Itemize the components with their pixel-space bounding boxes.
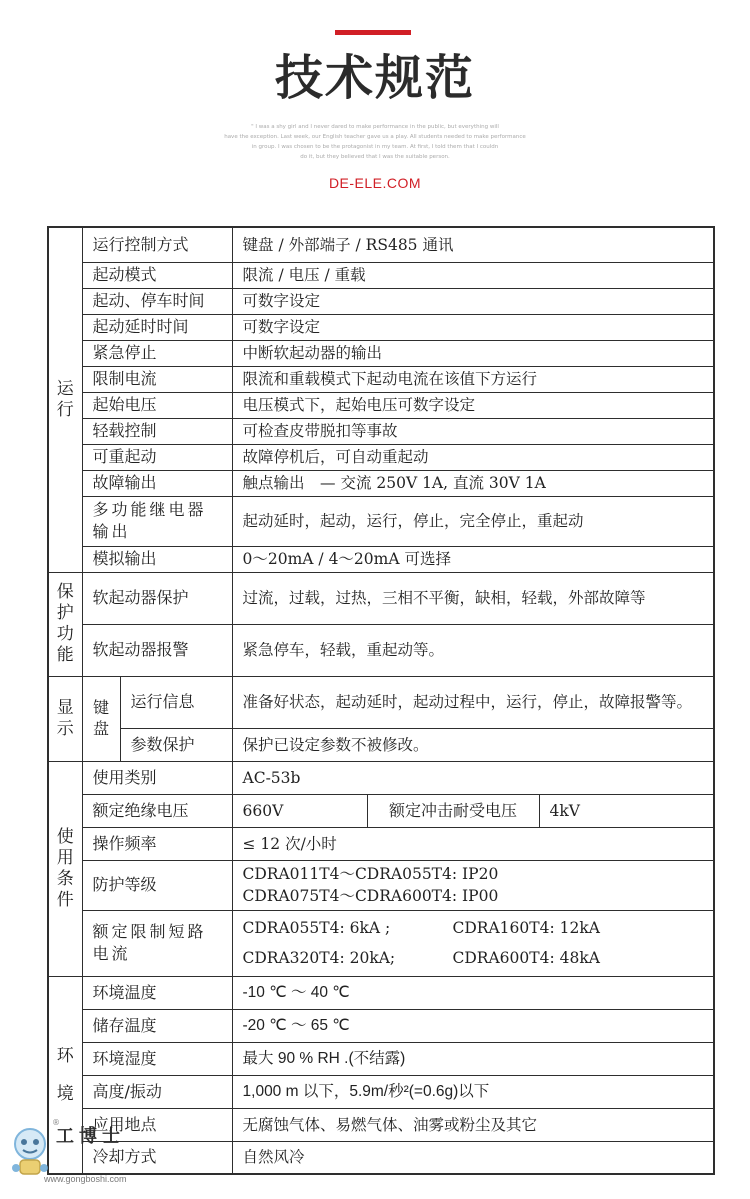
row-label: 起动延时时间 (82, 314, 232, 340)
row-label: 软起动器保护 (82, 572, 232, 624)
row-value (232, 910, 714, 976)
category-protect: 保护功能 (48, 572, 82, 676)
brand-link[interactable]: DE-ELE.COM (328, 175, 422, 191)
table-row (48, 496, 714, 546)
row-label: 环境湿度 (82, 1042, 232, 1075)
row-label: 限制电流 (82, 366, 232, 392)
title-accent-bar (335, 30, 411, 35)
row-value: 中断软起动器的输出 (232, 340, 714, 366)
table-row (48, 676, 714, 728)
tagline-line: do it, but they believed that I was the suitable person. (300, 154, 450, 160)
table-row (48, 418, 714, 444)
row-value: 0～20mA / 4～20mA 可选择 (232, 546, 714, 572)
table-row (48, 1042, 714, 1075)
tagline-line: " I was a shy girl and I never dared to make performance in the public, but everything will (251, 124, 499, 130)
table-row (48, 444, 714, 470)
row-label: 高度/振动 (82, 1075, 232, 1108)
row-value: 过流，过载，过热，三相不平衡，缺相，轻载，外部故障等 (232, 572, 714, 624)
table-row (48, 340, 714, 366)
row-label: 故障输出 (82, 470, 232, 496)
row-value: 可数字设定 (232, 314, 714, 340)
table-row (48, 1075, 714, 1108)
row-label: 多功能继电器输出 (82, 496, 232, 546)
table-row (48, 976, 714, 1009)
table-row (48, 470, 714, 496)
row-value: 限流 / 电压 / 重载 (232, 262, 714, 288)
row-value: -10 ℃ ～ 40 ℃ (232, 976, 714, 1009)
row-value: 1,000 m 以下，5.9m/秒²(=0.6g)以下 (232, 1075, 714, 1108)
row-value: 自然风冷 (232, 1141, 714, 1174)
display-sub-keypad: 键盘 (82, 676, 120, 761)
row-value (232, 860, 714, 910)
row-value: 触点输出 — 交流 250V 1A, 直流 30V 1A (232, 470, 714, 496)
row-label: 冷却方式 (82, 1141, 232, 1174)
row-label: 起动、停车时间 (82, 288, 232, 314)
row-label: 储存温度 (82, 1009, 232, 1042)
row-value: 可检查皮带脱扣等事故 (232, 418, 714, 444)
table-row (48, 794, 714, 827)
row-label: 起始电压 (82, 392, 232, 418)
row-label: 防护等级 (82, 860, 232, 910)
short-circuit-value: CDRA160T4: 12kA (452, 919, 600, 937)
registered-mark: ® (52, 1118, 60, 1127)
spec-table (47, 226, 715, 1175)
table-row (48, 366, 714, 392)
table-row (48, 761, 714, 794)
row-value: 键盘 / 外部端子 / RS485 通讯 (232, 227, 714, 262)
row-value: 无腐蚀气体、易燃气体、油雾或粉尘及其它 (232, 1108, 714, 1141)
table-row (48, 860, 714, 910)
row-label: 模拟输出 (82, 546, 232, 572)
tagline-line: have the exception. Last week, our English teacher gave us a play. All students needed to make performance (224, 134, 526, 140)
row-label: 环境温度 (82, 976, 232, 1009)
row-label: 使用类别 (82, 761, 232, 794)
row-label: 起动模式 (82, 262, 232, 288)
table-row (48, 624, 714, 676)
row-label: 额定冲击耐受电压 (367, 794, 539, 827)
short-circuit-value: CDRA600T4: 48kA (452, 949, 600, 967)
protection-line: CDRA075T4～CDRA600T4: IP00 (242, 887, 499, 905)
row-label: 软起动器报警 (82, 624, 232, 676)
row-value: 4kV (539, 794, 714, 827)
table-row (48, 392, 714, 418)
row-value: AC-53b (232, 761, 714, 794)
robot-mascot-icon (8, 1124, 52, 1180)
table-row (48, 227, 714, 262)
table-row (48, 314, 714, 340)
row-value: 限流和重载模式下起动电流在该值下方运行 (232, 366, 714, 392)
row-label: 紧急停止 (82, 340, 232, 366)
watermark-logo (4, 1118, 184, 1196)
row-label: 可重起动 (82, 444, 232, 470)
row-label: 轻载控制 (82, 418, 232, 444)
table-row (48, 728, 714, 761)
watermark-url: www.gongboshi.com (44, 1174, 127, 1184)
row-value: 电压模式下，起始电压可数字设定 (232, 392, 714, 418)
row-label: 运行控制方式 (82, 227, 232, 262)
row-label: 运行信息 (120, 676, 232, 728)
row-label: 额定绝缘电压 (82, 794, 232, 827)
row-label: 操作频率 (82, 827, 232, 860)
row-label: 额定限制短路电流 (82, 910, 232, 976)
category-display: 显示 (48, 676, 82, 761)
row-value: -20 ℃ ～ 65 ℃ (232, 1009, 714, 1042)
page-title: 技术规范 (274, 50, 475, 106)
tagline-line: in group. I was chosen to be the protagonist in my team. At first, I told them that I couldn (251, 144, 499, 150)
env-category-text: 环境 (56, 1045, 74, 1104)
row-value: 660V (232, 794, 367, 827)
row-value: 准备好状态，起动延时，起动过程中，运行，停止，故障报警等。 (232, 676, 714, 728)
row-value: 紧急停车，轻载，重起动等。 (232, 624, 714, 676)
row-label: 应用地点 (82, 1108, 232, 1141)
short-circuit-value: CDRA055T4: 6kA ; (242, 919, 391, 937)
row-value: 最大 90 % RH .(不结露) (232, 1042, 714, 1075)
tagline-text (190, 122, 560, 162)
category-run: 运行 (48, 227, 82, 572)
protection-line: CDRA011T4～CDRA055T4: IP20 (242, 865, 499, 883)
table-row (48, 1009, 714, 1042)
row-label: 参数保护 (120, 728, 232, 761)
row-value: 保护已设定参数不被修改。 (232, 728, 714, 761)
table-row (48, 827, 714, 860)
row-value: 起动延时，起动，运行，停止，完全停止，重起动 (232, 496, 714, 546)
table-row (48, 910, 714, 976)
row-value: 故障停机后，可自动重起动 (232, 444, 714, 470)
short-circuit-value: CDRA320T4: 20kA; (242, 949, 396, 967)
category-usage: 使用条件 (48, 761, 82, 976)
row-value: ≤ 12 次/小时 (232, 827, 714, 860)
table-row (48, 288, 714, 314)
table-row (48, 546, 714, 572)
watermark-text: 工博士 (56, 1126, 125, 1147)
table-row (48, 572, 714, 624)
row-value: 可数字设定 (232, 288, 714, 314)
table-row (48, 262, 714, 288)
